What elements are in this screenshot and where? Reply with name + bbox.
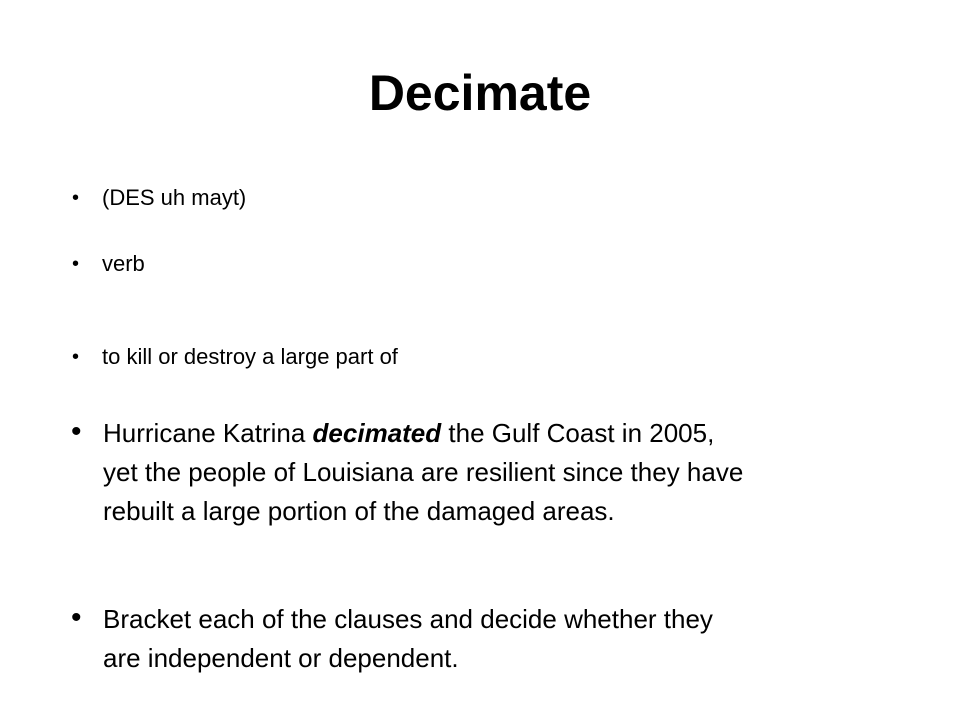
task-line-1: Bracket each of the clauses and decide whether they [103,604,713,634]
example-line-2: yet the people of Louisiana are resilient since they have [103,457,744,487]
bullet-icon: • [72,187,80,209]
pronunciation-text: (DES uh mayt) [102,185,247,210]
task-text [103,600,713,678]
bullet-definition [72,342,398,372]
definition-text: to kill or destroy a large part of [102,344,398,369]
bullet-pronunciation [72,183,246,213]
bullet-part-of-speech [72,249,145,279]
example-line-1 [103,414,743,453]
slide-title: Decimate [368,65,592,121]
bullet-example-sentence [71,414,931,531]
part-of-speech-text: verb [102,251,145,276]
example-emphasis-word: decimated [312,418,442,448]
task-line-2: are independent or dependent. [103,643,459,673]
example-sentence [103,414,743,531]
example-text-before: Hurricane Katrina [103,418,313,448]
bullet-icon: • [71,601,82,634]
example-text-after: the Gulf Coast in 2005, [441,418,715,448]
bullet-icon: • [71,415,82,448]
bullet-task [71,600,931,678]
bullet-icon: • [72,253,80,275]
bullet-icon: • [72,346,80,368]
example-line-3: rebuilt a large portion of the damaged areas. [103,496,615,526]
